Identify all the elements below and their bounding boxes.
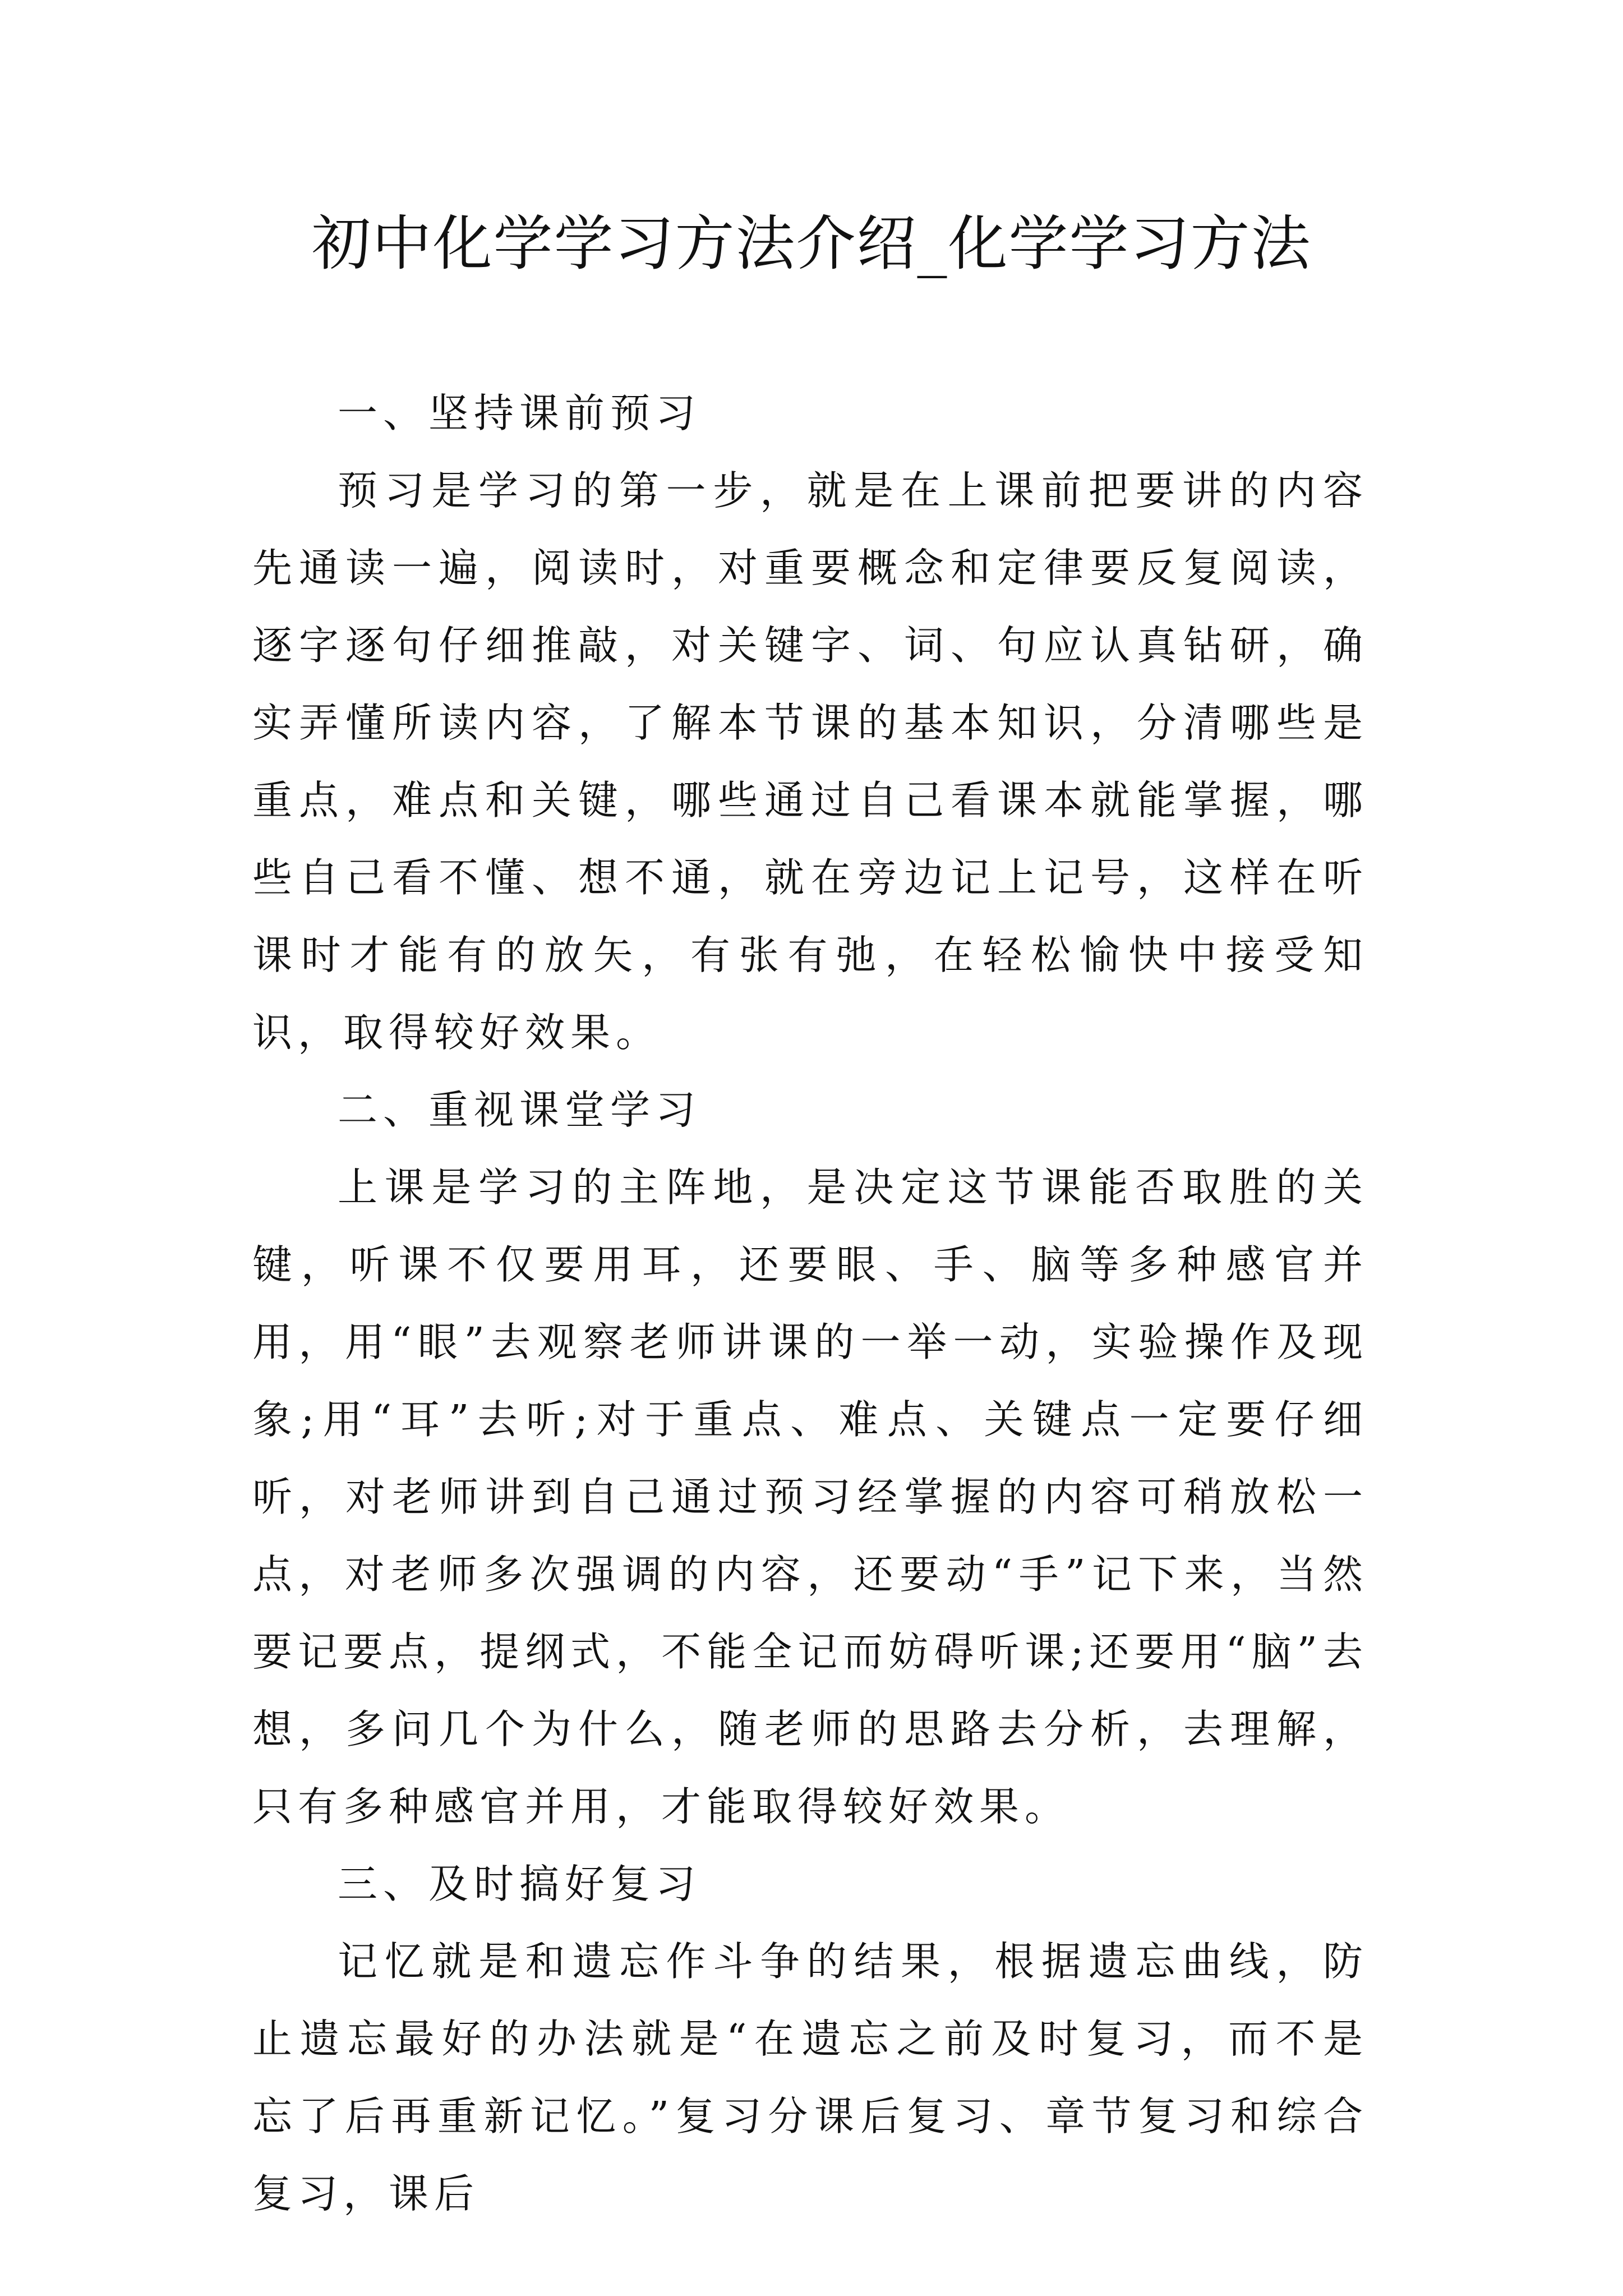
- section-paragraph-2: 上课是学习的主阵地，是决定这节课能否取胜的关键，听课不仅要用耳，还要眼、手、脑等多种感官并用，用“眼”去观察老师讲课的一举一动，实验操作及现象;用“耳”去听;对于重点、难点、关键点一定要仔细听，对老师讲到自己通过预习经掌握的内容可稍放松一点，对老师多次强调的内容，还要动“手”记下来，当然要记要点，提纲式，不能全记而妨碍听课;还要用“脑”去想，多问几个为什么，随老师的思路去分析，去理解，只有多种感官并用，才能取得较好效果。: [252, 1164, 1368, 1830]
- section-heading-1: 一、坚持课前预习: [338, 390, 702, 436]
- document-body: [252, 375, 1368, 2233]
- section-paragraph-3: 记忆就是和遗忘作斗争的结果，根据遗忘曲线，防止遗忘最好的办法就是“在遗忘之前及时复习，而不是忘了后再重新记忆。”复习分课后复习、章节复习和综合复习，课后: [252, 1938, 1368, 2217]
- section-heading-2: 二、重视课堂学习: [338, 1087, 702, 1133]
- section-heading-3: 三、及时搞好复习: [338, 1861, 702, 1907]
- document-title: 初中化学学习方法介绍_化学学习方法: [311, 209, 1312, 278]
- section-paragraph-1: 预习是学习的第一步，就是在上课前把要讲的内容先通读一遍，阅读时，对重要概念和定律要反复阅读，逐字逐句仔细推敲，对关键字、词、句应认真钻研，确实弄懂所读内容，了解本节课的基本知识，分清哪些是重点，难点和关键，哪些通过自己看课本就能掌握，哪些自己看不懂、想不通，就在旁边记上记号，这样在听课时才能有的放矢，有张有弛，在轻松愉快中接受知识，取得较好效果。: [252, 467, 1368, 1056]
